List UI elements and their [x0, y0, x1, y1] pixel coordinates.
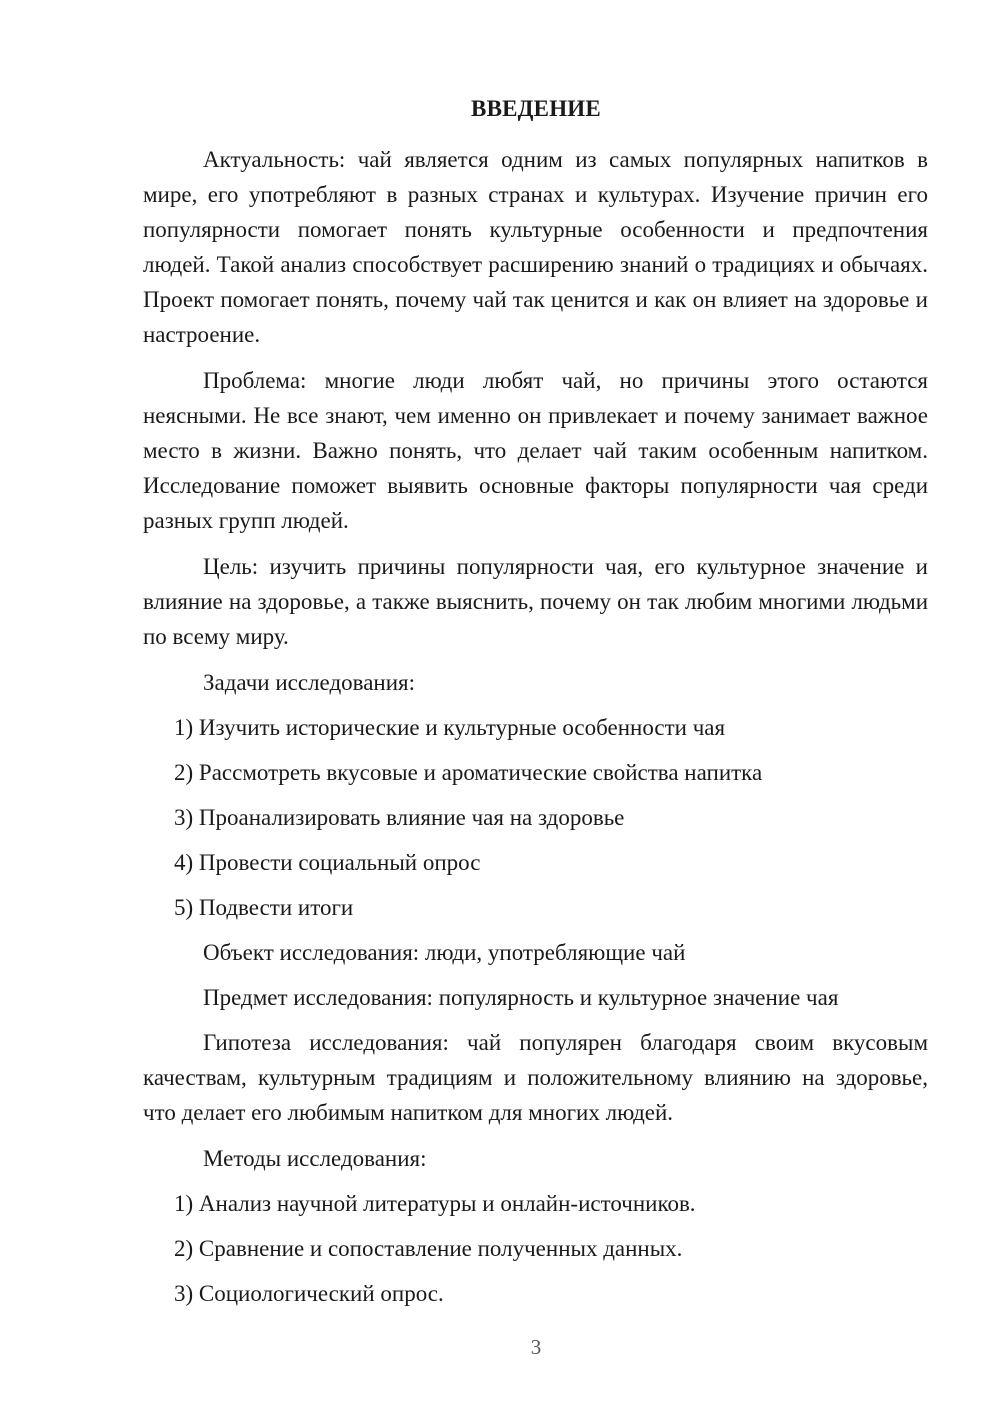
method-item-3: 3) Социологический опрос. [174, 1281, 444, 1306]
page-number: 3 [530, 1335, 542, 1359]
document-body [143, 142, 928, 1321]
task-item-4: 4) Провести социальный опрос [174, 850, 481, 875]
page-title: ВВЕДЕНИЕ [471, 96, 601, 121]
method-item-2: 2) Сравнение и сопоставление полученных данных. [174, 1236, 683, 1261]
tasks-heading: Задачи исследования: [203, 670, 416, 695]
method-item-1: 1) Анализ научной литературы и онлайн-источников. [174, 1191, 696, 1216]
task-item-2: 2) Рассмотреть вкусовые и ароматические свойства напитка [174, 760, 763, 785]
research-object: Объект исследования: люди, употребляющие чай [203, 940, 686, 965]
hypothesis-paragraph: Гипотеза исследования: чай популярен благодаря своим вкусовым качествам, культурным традициям и положительному влиянию на здоровье, что делает его любимым напитком для многих людей. [143, 1030, 928, 1125]
task-item-3: 3) Проанализировать влияние чая на здоровье [174, 805, 625, 830]
problem-paragraph: Проблема: многие люди любят чай, но причины этого остаются неясными. Не все знают, чем именно он привлекает и почему занимает важное место в жизни. Важно понять, что делает чай таким особенным напитком. Исследование поможет выявить основные факторы популярности чая среди разных групп людей. [143, 368, 928, 533]
research-subject: Предмет исследования: популярность и культурное значение чая [203, 985, 839, 1010]
task-item-5: 5) Подвести итоги [174, 895, 354, 920]
methods-heading: Методы исследования: [203, 1146, 427, 1171]
task-item-1: 1) Изучить исторические и культурные особенности чая [174, 715, 726, 740]
goal-paragraph: Цель: изучить причины популярности чая, его культурное значение и влияние на здоровье, а также выяснить, почему он так любим многими людьми по всему миру. [143, 554, 928, 649]
relevance-paragraph: Актуальность: чай является одним из самых популярных напитков в мире, его употребляют в разных странах и культурах. Изучение причин его популярности помогает понять культурные особенности и предпочтения людей. Такой анализ способствует расширению знаний о традициях и обычаях. Проект помогает понять, почему чай так ценится и как он влияет на здоровье и настроение. [143, 147, 928, 347]
